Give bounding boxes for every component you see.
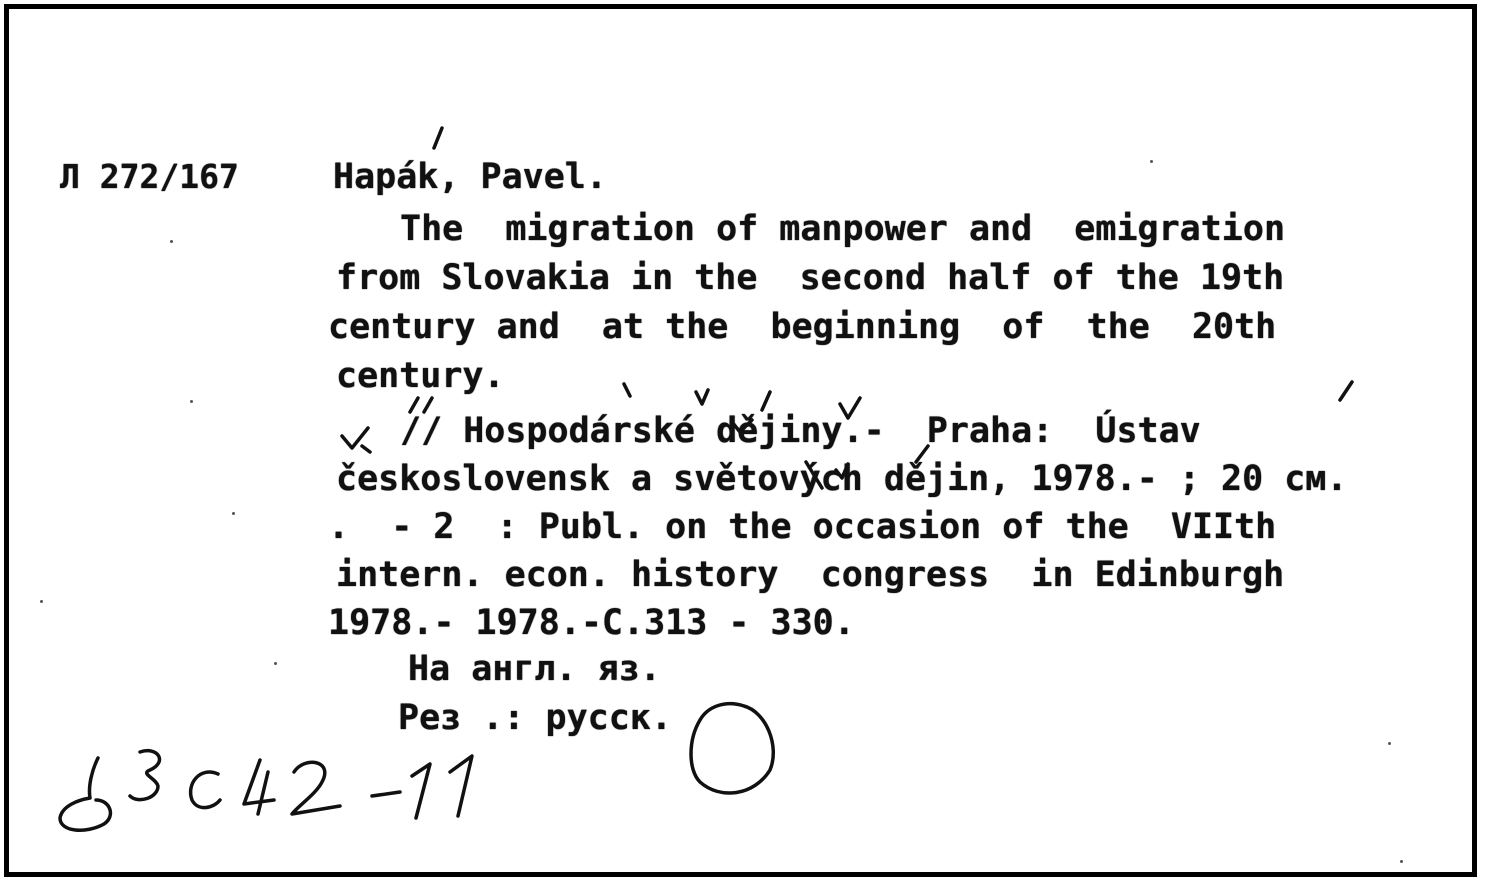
source-line-1: // Hospodárské dějiny.- Praha: Ústav <box>400 411 1201 451</box>
speck <box>40 600 43 603</box>
source-line-4: intern. econ. history congress in Edinburgh <box>336 555 1285 595</box>
source-line-5: 1978.- 1978.-С.313 - 330. <box>328 603 855 643</box>
speck <box>274 662 277 665</box>
title-line-1: The migration of manpower and emigration <box>400 209 1286 249</box>
source-line-2: československ a světových dějin, 1978.- ; 20 см. <box>336 459 1348 499</box>
language-note: На англ. яз. <box>408 649 661 689</box>
speck <box>190 400 193 403</box>
author-name: Hapák, Pavel. <box>333 157 607 197</box>
source-line-3: . - 2 : Publ. on the occasion of the VIIth <box>328 507 1277 547</box>
title-line-3: century and at the beginning of the 20th <box>328 307 1277 347</box>
speck <box>1388 742 1391 745</box>
speck <box>1150 160 1153 163</box>
speck <box>170 240 173 243</box>
speck <box>232 512 235 515</box>
speck <box>1400 860 1403 863</box>
handwritten-shelfmark <box>60 752 70 755</box>
title-line-4: century. <box>336 356 505 396</box>
title-line-2: from Slovakia in the second half of the 19th <box>336 258 1285 298</box>
call-number: Л 272/167 <box>60 157 239 196</box>
summary-note: Рез .: русск. <box>398 698 672 738</box>
